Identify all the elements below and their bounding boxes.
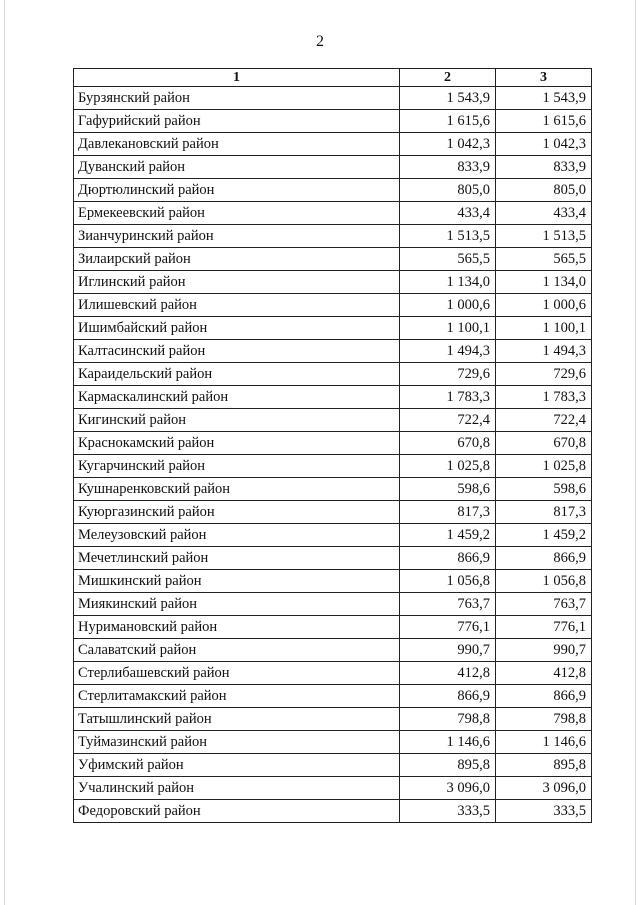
district-name-cell: Зианчуринский район <box>74 225 400 248</box>
table-row <box>74 363 592 386</box>
value-cell-col3: 866,9 <box>496 547 592 570</box>
district-name-cell: Ермекеевский район <box>74 202 400 225</box>
table-row <box>74 777 592 800</box>
value-cell-col2: 817,3 <box>400 501 496 524</box>
table-row <box>74 547 592 570</box>
value-cell-col2: 1 494,3 <box>400 340 496 363</box>
table-row <box>74 455 592 478</box>
district-name-cell: Салаватский район <box>74 639 400 662</box>
value-cell-col2: 866,9 <box>400 685 496 708</box>
value-cell-col3: 1 459,2 <box>496 524 592 547</box>
value-cell-col3: 1 000,6 <box>496 294 592 317</box>
value-cell-col2: 1 100,1 <box>400 317 496 340</box>
value-cell-col3: 729,6 <box>496 363 592 386</box>
district-name-cell: Иглинский район <box>74 271 400 294</box>
value-cell-col3: 722,4 <box>496 409 592 432</box>
district-name-cell: Калтасинский район <box>74 340 400 363</box>
district-table <box>73 68 592 823</box>
table-row <box>74 478 592 501</box>
district-name-cell: Мишкинский район <box>74 570 400 593</box>
value-cell-col3: 763,7 <box>496 593 592 616</box>
value-cell-col2: 1 146,6 <box>400 731 496 754</box>
table-row <box>74 87 592 110</box>
value-cell-col3: 990,7 <box>496 639 592 662</box>
value-cell-col3: 333,5 <box>496 800 592 823</box>
value-cell-col2: 3 096,0 <box>400 777 496 800</box>
value-cell-col3: 1 100,1 <box>496 317 592 340</box>
district-name-cell: Кушнаренковский район <box>74 478 400 501</box>
value-cell-col2: 670,8 <box>400 432 496 455</box>
value-cell-col2: 433,4 <box>400 202 496 225</box>
table-row <box>74 294 592 317</box>
scan-edge-right <box>635 0 636 905</box>
value-cell-col2: 866,9 <box>400 547 496 570</box>
value-cell-col3: 866,9 <box>496 685 592 708</box>
table-row <box>74 800 592 823</box>
value-cell-col3: 3 096,0 <box>496 777 592 800</box>
value-cell-col2: 1 000,6 <box>400 294 496 317</box>
table-row <box>74 225 592 248</box>
value-cell-col3: 1 134,0 <box>496 271 592 294</box>
value-cell-col3: 817,3 <box>496 501 592 524</box>
table-row <box>74 248 592 271</box>
value-cell-col3: 598,6 <box>496 478 592 501</box>
table-row <box>74 639 592 662</box>
district-name-cell: Кугарчинский район <box>74 455 400 478</box>
value-cell-col2: 598,6 <box>400 478 496 501</box>
value-cell-col2: 565,5 <box>400 248 496 271</box>
value-cell-col2: 833,9 <box>400 156 496 179</box>
value-cell-col3: 1 025,8 <box>496 455 592 478</box>
table-row <box>74 662 592 685</box>
value-cell-col3: 565,5 <box>496 248 592 271</box>
table-row <box>74 708 592 731</box>
value-cell-col2: 1 134,0 <box>400 271 496 294</box>
table-row <box>74 202 592 225</box>
district-name-cell: Миякинский район <box>74 593 400 616</box>
district-name-cell: Татышлинский район <box>74 708 400 731</box>
value-cell-col3: 1 042,3 <box>496 133 592 156</box>
value-cell-col2: 1 543,9 <box>400 87 496 110</box>
value-cell-col3: 1 513,5 <box>496 225 592 248</box>
district-name-cell: Дуванский район <box>74 156 400 179</box>
value-cell-col2: 333,5 <box>400 800 496 823</box>
table-row <box>74 110 592 133</box>
table-row <box>74 616 592 639</box>
value-cell-col2: 1 025,8 <box>400 455 496 478</box>
value-cell-col3: 1 543,9 <box>496 87 592 110</box>
table-row <box>74 156 592 179</box>
table-row <box>74 317 592 340</box>
value-cell-col3: 670,8 <box>496 432 592 455</box>
value-cell-col3: 1 494,3 <box>496 340 592 363</box>
table-header-row <box>74 69 592 87</box>
district-name-cell: Федоровский район <box>74 800 400 823</box>
value-cell-col3: 1 056,8 <box>496 570 592 593</box>
value-cell-col3: 433,4 <box>496 202 592 225</box>
table-row <box>74 386 592 409</box>
table-row <box>74 754 592 777</box>
district-name-cell: Мелеузовский район <box>74 524 400 547</box>
column-header-1: 1 <box>74 69 400 87</box>
district-name-cell: Бурзянский район <box>74 87 400 110</box>
table-row <box>74 731 592 754</box>
table-row <box>74 409 592 432</box>
value-cell-col2: 763,7 <box>400 593 496 616</box>
value-cell-col2: 776,1 <box>400 616 496 639</box>
district-name-cell: Стерлитамакский район <box>74 685 400 708</box>
table-row <box>74 340 592 363</box>
table-row <box>74 271 592 294</box>
value-cell-col3: 833,9 <box>496 156 592 179</box>
value-cell-col2: 990,7 <box>400 639 496 662</box>
value-cell-col3: 1 783,3 <box>496 386 592 409</box>
district-name-cell: Куюргазинский район <box>74 501 400 524</box>
district-name-cell: Краснокамский район <box>74 432 400 455</box>
value-cell-col2: 1 615,6 <box>400 110 496 133</box>
district-name-cell: Уфимский район <box>74 754 400 777</box>
column-header-2: 2 <box>400 69 496 87</box>
value-cell-col3: 1 146,6 <box>496 731 592 754</box>
district-name-cell: Илишевский район <box>74 294 400 317</box>
district-name-cell: Кармаскалинский район <box>74 386 400 409</box>
value-cell-col2: 412,8 <box>400 662 496 685</box>
value-cell-col2: 1 459,2 <box>400 524 496 547</box>
scan-edge-left <box>4 0 5 905</box>
district-name-cell: Давлекановский район <box>74 133 400 156</box>
value-cell-col3: 412,8 <box>496 662 592 685</box>
table-row <box>74 685 592 708</box>
value-cell-col2: 722,4 <box>400 409 496 432</box>
column-header-3: 3 <box>496 69 592 87</box>
table-body <box>74 87 592 823</box>
table-row <box>74 570 592 593</box>
table-row <box>74 432 592 455</box>
page-number: 2 <box>316 33 324 50</box>
district-name-cell: Дюртюлинский район <box>74 179 400 202</box>
district-name-cell: Нуримановский район <box>74 616 400 639</box>
value-cell-col3: 895,8 <box>496 754 592 777</box>
district-name-cell: Учалинский район <box>74 777 400 800</box>
value-cell-col2: 798,8 <box>400 708 496 731</box>
value-cell-col2: 1 056,8 <box>400 570 496 593</box>
district-name-cell: Караидельский район <box>74 363 400 386</box>
district-name-cell: Ишимбайский район <box>74 317 400 340</box>
district-name-cell: Зилаирский район <box>74 248 400 271</box>
table-row <box>74 593 592 616</box>
district-name-cell: Гафурийский район <box>74 110 400 133</box>
table-row <box>74 179 592 202</box>
table-row <box>74 133 592 156</box>
value-cell-col2: 729,6 <box>400 363 496 386</box>
table-row <box>74 524 592 547</box>
value-cell-col2: 1 783,3 <box>400 386 496 409</box>
value-cell-col2: 1 042,3 <box>400 133 496 156</box>
value-cell-col2: 1 513,5 <box>400 225 496 248</box>
value-cell-col3: 798,8 <box>496 708 592 731</box>
value-cell-col3: 805,0 <box>496 179 592 202</box>
value-cell-col3: 776,1 <box>496 616 592 639</box>
district-name-cell: Кигинский район <box>74 409 400 432</box>
value-cell-col2: 805,0 <box>400 179 496 202</box>
table-row <box>74 501 592 524</box>
district-name-cell: Туймазинский район <box>74 731 400 754</box>
value-cell-col3: 1 615,6 <box>496 110 592 133</box>
district-name-cell: Стерлибашевский район <box>74 662 400 685</box>
district-name-cell: Мечетлинский район <box>74 547 400 570</box>
value-cell-col2: 895,8 <box>400 754 496 777</box>
